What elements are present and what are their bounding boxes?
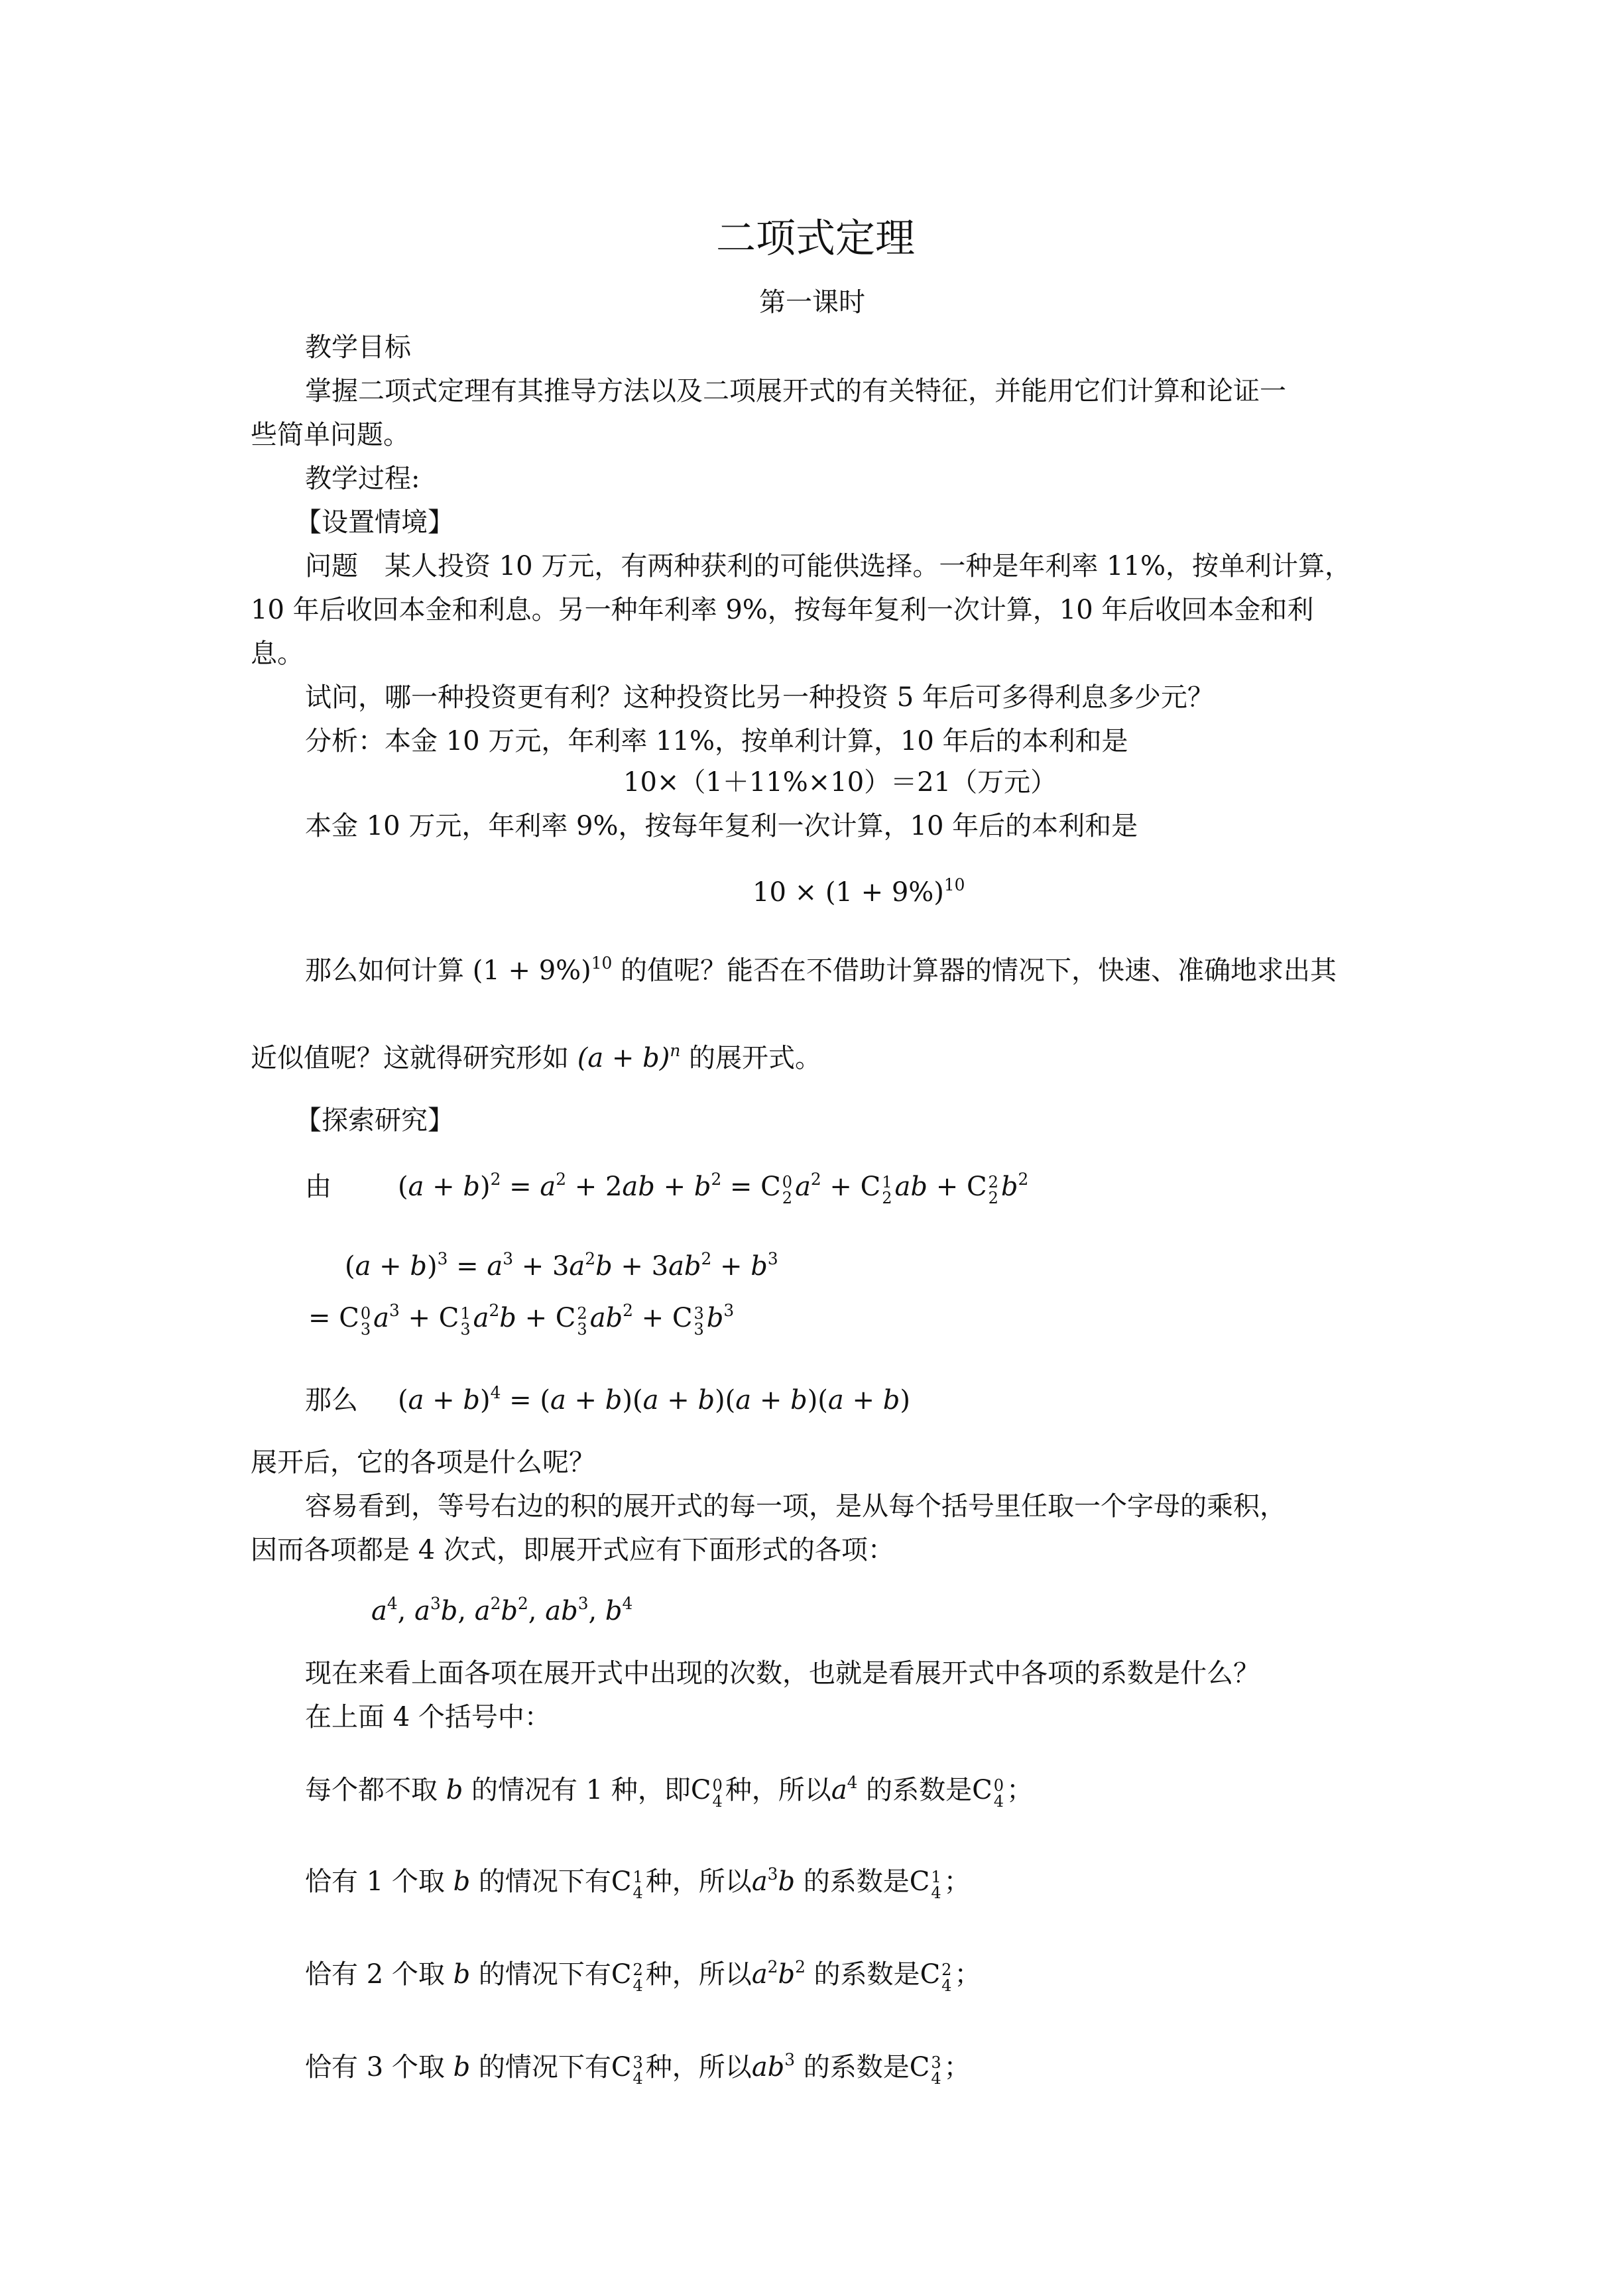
case-zero-text-1: 每个都不取	[305, 1775, 446, 1805]
case-zero-b-line: 每个都不取 b 的情况有 1 种，即C 0 4 种，所以$a^4$ 的系数是C 0 4 ；	[305, 1772, 1034, 1811]
section-explore-heading: 【探索研究】	[295, 1105, 454, 1136]
goal-text-line-2: 些简单问题。	[251, 420, 410, 450]
case-zero-text-2: 的情况有 1 种，即	[463, 1775, 691, 1805]
research-line	[251, 1040, 821, 1080]
problem-line-2: 10 年后收回本金和利息。另一种年利率 9%，按每年复利一次计算，10 年后收回本金和利	[251, 595, 1314, 625]
case-three-text-1: 恰有 3 个取	[305, 2052, 453, 2083]
problem-line-1: 问题 某人投资 10 万元，有两种获利的可能供选择。一种是年利率 11%，按单利计算，	[305, 551, 1351, 581]
how-line-prefix: 那么如何计算	[305, 955, 473, 986]
research-line-suffix: 的展开式。	[680, 1043, 822, 1073]
section-setting-heading: 【设置情境】	[295, 507, 454, 538]
goal-heading: 教学目标	[305, 332, 411, 363]
case-one-b-line: 恰有 1 个取 b 的情况下有C 1 4 种，所以$a^3b$ 的系数是C 1 4 ；	[305, 1864, 971, 1902]
case-one-text-1: 恰有 1 个取	[305, 1866, 453, 1897]
formula-square-expansion: $(a + b)^2 = a^2 + 2ab + b^2 = C$ 0 2 $a^2 + C$ 1 2 ab + C 2 2 $b^2$	[398, 1169, 1029, 1207]
case-three-text-4: 的系数是	[795, 2052, 910, 2083]
lesson-subtitle: 第一课时	[759, 287, 865, 318]
process-heading: 教学过程:	[305, 463, 420, 494]
problem-line-3: 息。	[251, 638, 304, 669]
simple-interest-formula: 10×（1＋11%×10）＝21（万元）	[623, 767, 1057, 798]
case-two-text-4: 的系数是	[805, 1959, 920, 1990]
formula-cube-binomial: = C 0 3 $a^3 + C$ 1 3 $a^2b + C$ 2 3 $ab^2 + C$ 3 3 $b^3$	[308, 1300, 735, 1339]
compound-formula-base: 10 × (1 + 9%)	[752, 877, 944, 908]
then-word: 那么	[305, 1385, 358, 1416]
case-three-b-line: 恰有 3 个取 b 的情况下有C 3 4 种，所以$ab^3$ 的系数是C 3 4 ；	[305, 2049, 971, 2088]
case-three-text-3: 种，所以	[645, 2052, 752, 2083]
research-line-prefix: 近似值呢？这就得研究形如	[251, 1043, 577, 1073]
case-one-text-3: 种，所以	[645, 1866, 752, 1897]
now-line: 现在来看上面各项在展开式中出现的次数，也就是看展开式中各项的系数是什么？	[305, 1658, 1260, 1689]
easy-line-2: 因而各项都是 4 次式，即展开式应有下面形式的各项：	[251, 1535, 894, 1565]
case-three-text-5: ；	[943, 2052, 971, 2083]
expand-question-line: 展开后，它的各项是什么呢？	[251, 1447, 595, 1478]
how-line-expression: (1 + 9%)	[472, 955, 591, 986]
case-zero-text-4: 的系数是	[857, 1775, 973, 1805]
case-three-var: b	[453, 2052, 471, 2083]
case-two-var: b	[453, 1959, 471, 1990]
analysis-line: 分析：本金 10 万元，年利率 11%，按单利计算，10 年后的本利和是	[305, 726, 1128, 756]
how-to-compute-line	[305, 952, 1337, 993]
from-word: 由	[305, 1172, 331, 1202]
case-three-text-2: 的情况下有	[470, 2052, 611, 2083]
how-line-suffix: 的值呢？能否在不借助计算器的情况下，快速、准确地求出其	[612, 955, 1337, 986]
case-two-text-5: ；	[954, 1959, 981, 1990]
case-one-text-2: 的情况下有	[470, 1866, 611, 1897]
formula-fourth-power: $(a + b)^4 = (a + b)(a + b)(a + b)(a + b)$	[398, 1382, 910, 1416]
case-two-text-2: 的情况下有	[470, 1959, 611, 1990]
case-one-var: b	[453, 1866, 471, 1897]
easy-line-1: 容易看到，等号右边的积的展开式的每一项，是从每个括号里任取一个字母的乘积，	[305, 1491, 1286, 1522]
compound-interest-formula	[752, 874, 965, 914]
goal-text-line-1: 掌握二项式定理有其推导方法以及二项展开式的有关特征，并能用它们计算和论证一	[305, 376, 1286, 406]
case-one-text-4: 的系数是	[795, 1866, 910, 1897]
formula-terms-list: $a^4$, $a^3b$, $a^2b^2$, $ab^3$, $b^4$	[371, 1593, 633, 1626]
page-title: 二项式定理	[716, 215, 915, 262]
case-one-text-5: ；	[943, 1866, 971, 1897]
question-line: 试问，哪一种投资更有利？这种投资比另一种投资 5 年后可多得利息多少元？	[305, 682, 1214, 713]
case-zero-text-5: ；	[1006, 1775, 1034, 1805]
case-zero-var: b	[446, 1775, 463, 1805]
case-two-b-line: 恰有 2 个取 b 的情况下有C 2 4 种，所以$a^2b^2$ 的系数是C 2 4 ；	[305, 1957, 981, 1995]
research-line-expression: (a + b)	[577, 1043, 670, 1073]
research-line-exponent: n	[670, 1040, 681, 1060]
brackets-line: 在上面 4 个括号中：	[305, 1702, 551, 1732]
case-two-text-3: 种，所以	[645, 1959, 752, 1990]
case-two-text-1: 恰有 2 个取	[305, 1959, 453, 1990]
how-line-exponent: 10	[591, 953, 613, 973]
compound-formula-exponent: 10	[943, 875, 965, 894]
case-zero-text-3: 种，所以	[725, 1775, 831, 1805]
formula-cube-expansion: $(a + b)^3 = a^3 + 3a^2b + 3ab^2 + b^3$	[345, 1248, 778, 1282]
compound-interest-line: 本金 10 万元，年利率 9%，按每年复利一次计算，10 年后的本利和是	[305, 811, 1138, 841]
